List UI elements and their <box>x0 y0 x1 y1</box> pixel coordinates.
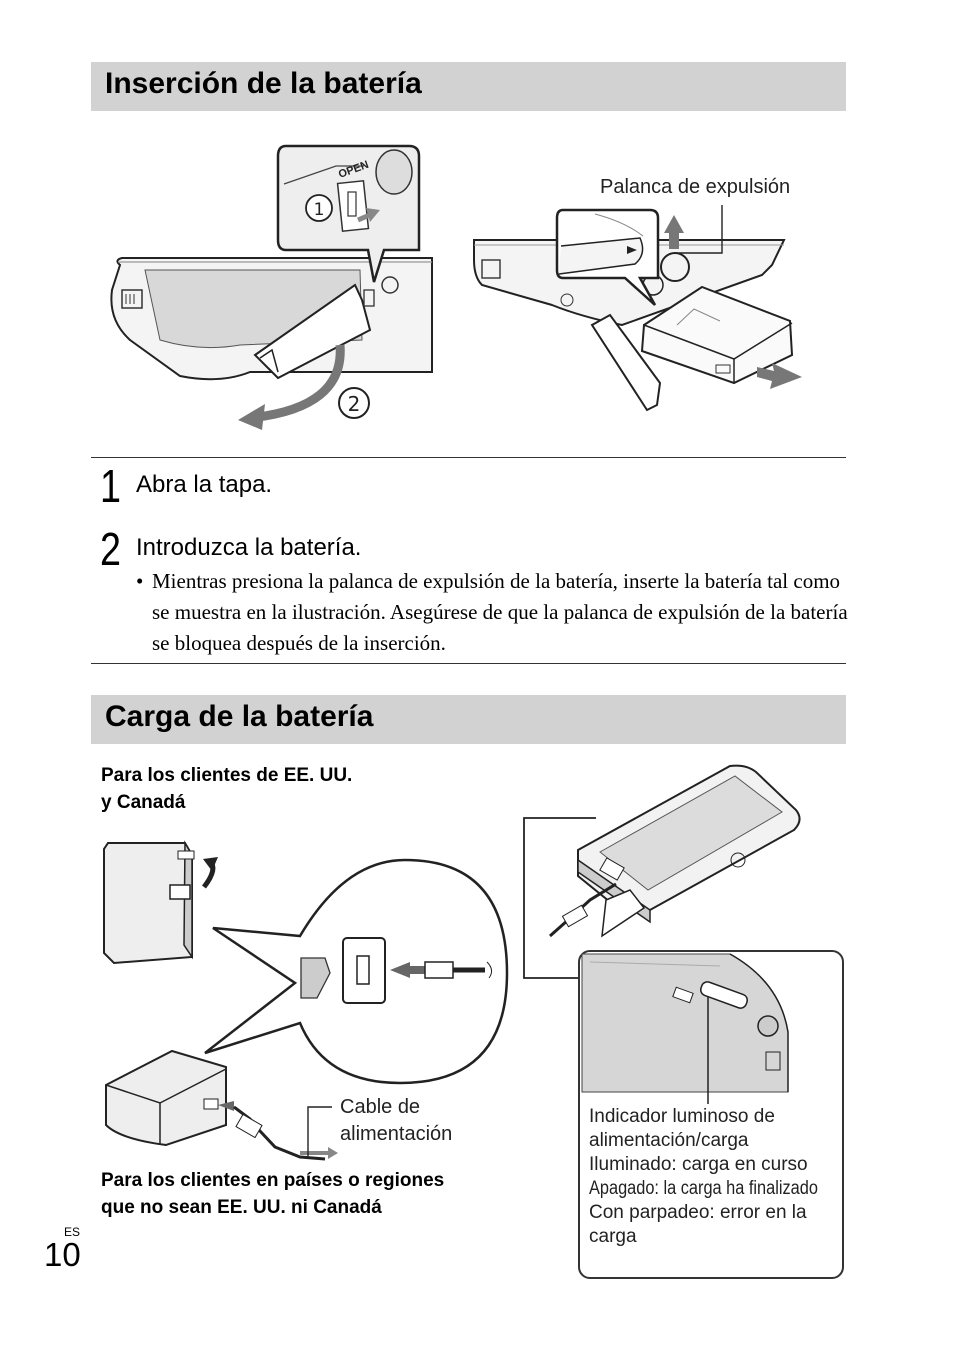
step-2-note-text: Mientras presiona la palanca de expulsión de la batería, inserte la batería tal como se muestra en la ilustración. Asegúrese de que la palanca de expulsión de la batería se bloquea después de la inserción. <box>152 569 848 655</box>
section-title: Carga de la batería <box>105 700 374 733</box>
svg-text:2: 2 <box>347 392 361 416</box>
language-code: ES <box>64 1225 81 1239</box>
inset-eject-lever <box>555 208 665 313</box>
eject-lever-label: Palanca de expulsión <box>600 176 791 198</box>
divider-top <box>91 457 846 458</box>
charge-indicator-description: Indicador luminoso de alimentación/carga Iluminado: carga en curso Apagado: la carga ha finalizado Con parpadeo: error en la carga <box>589 1106 818 1247</box>
step-number-1: 1 <box>100 460 121 512</box>
other-countries-label: Para los clientes en países o regiones que no sean EE. UU. ni Canadá <box>101 1170 445 1218</box>
power-cable-label: Cable de alimentación <box>340 1096 453 1145</box>
inset-open-latch <box>276 144 421 284</box>
illustration-other-ac-adaptor <box>100 1045 340 1170</box>
step-text-1: Abra la tapa. <box>136 471 273 498</box>
step-number-2: 2 <box>100 523 121 575</box>
marker-2-icon <box>337 386 373 422</box>
open-label: OPEN <box>336 158 371 181</box>
svg-text:1: 1 <box>313 200 325 220</box>
section-header-battery-charging <box>91 695 846 744</box>
section-header-battery-insertion <box>91 62 846 111</box>
page-number: 10 <box>44 1236 81 1273</box>
illustration-charge-lamp-closeup <box>580 952 838 1097</box>
step-2-note: • Mientras presiona la palanca de expulsión de la batería, inserte la batería tal como se muestra en la ilustración. Asegúrese de que la palanca de expulsión de la batería se bloquea después de la inserción. <box>136 566 848 659</box>
step-text-2: Introduzca la batería. <box>136 534 362 561</box>
us-customers-label: Para los clientes de EE. UU. y Canadá <box>101 765 353 813</box>
section-title: Inserción de la batería <box>105 67 422 100</box>
divider-bottom <box>91 663 846 664</box>
